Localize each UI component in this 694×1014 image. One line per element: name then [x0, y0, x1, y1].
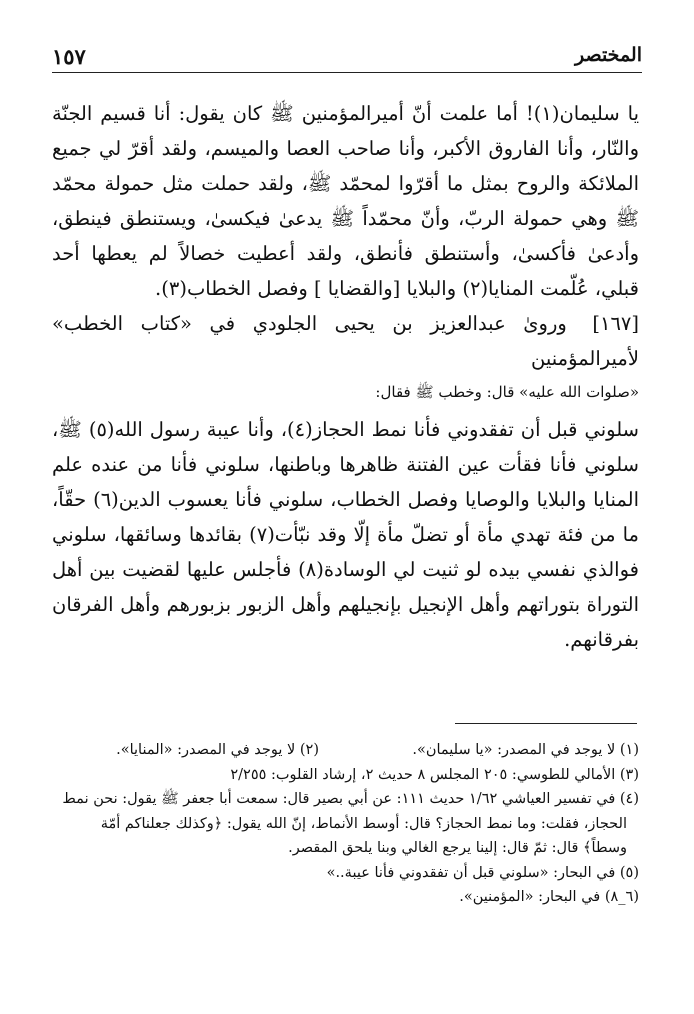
entry-text: وروىٰ عبدالعزيز بن يحيى الجلودي في «كتاب الخطب» لأميرالمؤمنين [52, 312, 639, 370]
footnote-2: (٢) لا يوجد في المصدر: «المنايا». [116, 742, 319, 758]
footnote-1: (١) لا يوجد في المصدر: «يا سليمان». [412, 742, 639, 758]
footnote-5: (٥) في البحار: «سلوني قبل أن تفقدوني فأنا عيبة..» [326, 864, 639, 881]
footnote-row-1-2 [55, 738, 639, 763]
running-title: المختصر [574, 44, 642, 66]
paragraph-sulayman: يا سليمان(١)! أما علمت أنّ أميرالمؤمنين ﷺ كان يقول: أنا قسيم الجنّة والنّار، وأنا الفاروق الأكبر، وأنا صاحب العصا والميسم، ولقد أقرّ لي جميع الملائكة والروح بمثل ما أقرّوا لمحمّد ﷺ، ولقد حملت مثل حمولة محمّد ﷺ وهي حمولة الربّ، وأنّ محمّداً ﷺ يدعىٰ فيكسىٰ، ويستنطق فينطق، وأدعىٰ فأكسىٰ، وأستنطق فأنطق، ولقد أعطيت خصالاً لم يعطها أحد قبلي، عُلّمت المنايا(٢) والبلايا [والقضايا ] وفصل الخطاب(٣). [52, 102, 640, 300]
footnote-6-8: (٦_٨) في البحار: «المؤمنين». [459, 889, 639, 905]
footnote-3: (٣) الأمالي للطوسي: ٢٠٥ المجلس ٨ حديث ٢، إرشاد القلوب: ٢/٢٥٥ [230, 766, 639, 783]
page-number: ١٥٧ [52, 44, 86, 69]
entry-number: [١٦٧] [592, 312, 639, 335]
entry-167 [52, 306, 639, 376]
page-header [52, 42, 642, 73]
footnote-separator [455, 723, 637, 724]
footnote-4-line-2: الحجاز، فقلت: وما نمط الحجاز؟ قال: أوسط الأنماط، إنّ الله يقول: ﴿وكذلك جعلناكم أمّة [100, 815, 627, 832]
footnote-4-line-3: وسطاً﴾ قال: ثمّ قال: إلينا يرجع الغالي وبنا يلحق المقصر. [288, 840, 627, 856]
paragraph-sermon: سلوني قبل أن تفقدوني فأنا نمط الحجاز(٤)، وأنا عيبة رسول الله(٥) ﷺ، سلوني فأنا فقأت عين الفتنة ظاهرها وباطنها، سلوني فأنا من عنده علم المنايا والبلايا والوصايا وفصل الخطاب، سلوني فأنا يعسوب الدين(٦) حقّاً، ما من فئة تهدي مأة أو تضلّ مأة إلّا وقد نبّأت(٧) بقائدها وسائقها، سلوني فوالذي نفسي بيده لو ثنيت لي الوسادة(٨) فأجلس عليها لقضيت بين أهل التوراة بتوراتهم وأهل الإنجيل بإنجيلهم وأهل الزبور بزبورهم وأهل الفرقان بفرقانهم. [52, 418, 639, 651]
attribution-line: «صلوات الله عليه» قال: وخطب ﷺ فقال: [375, 383, 639, 401]
main-text [52, 96, 639, 657]
footnote-4-line-1: (٤) في تفسير العياشي ١/٦٢ حديث ١١١: عن أبي بصير قال: سمعت أبا جعفر ﷺ يقول: نحن نمط [62, 791, 639, 807]
footnotes [55, 738, 639, 910]
